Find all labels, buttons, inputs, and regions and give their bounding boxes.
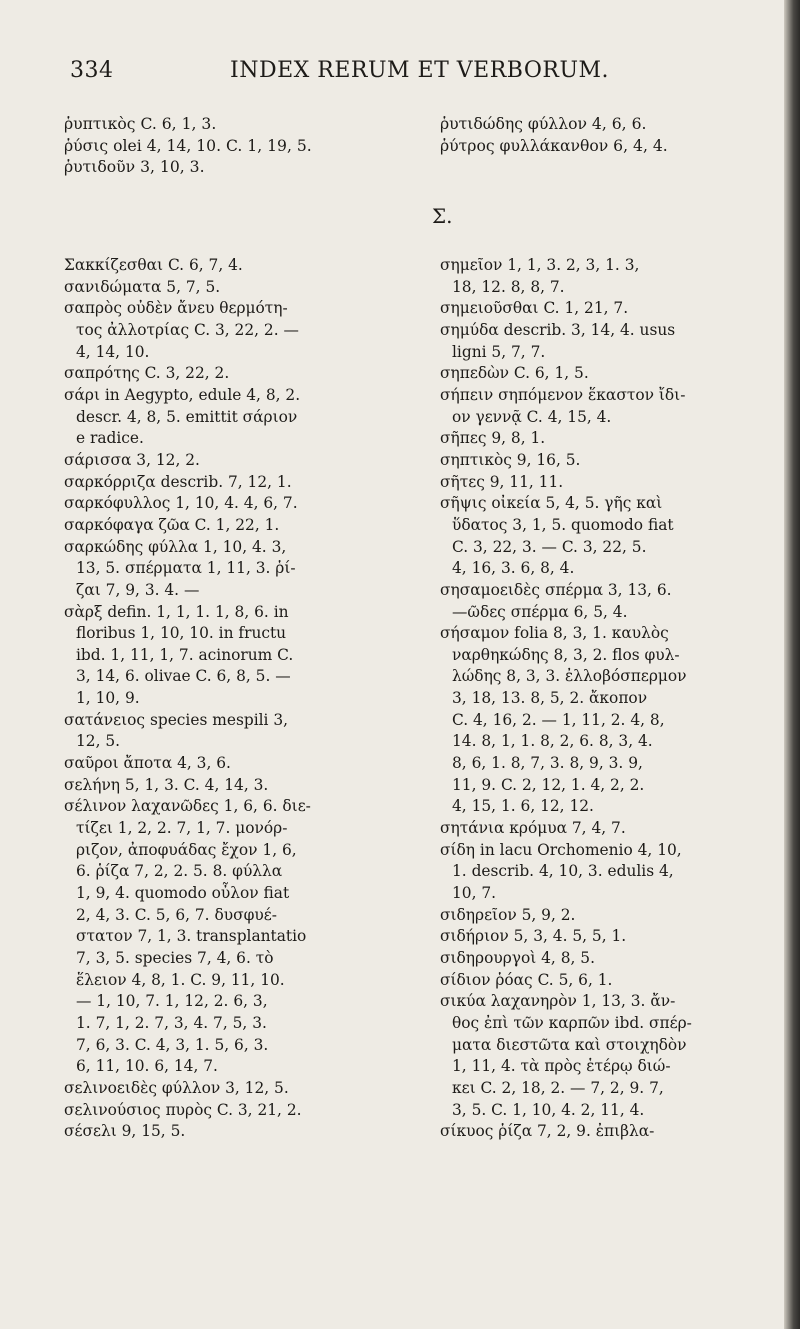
- index-entry-line: ῥυτιδώδης φύλλον 4, 6, 6.: [440, 115, 647, 133]
- index-entry-line: 4, 14, 10.: [76, 342, 150, 361]
- index-entry-line: σικύα λαχανηρὸν 1, 13, 3. ἄν-: [440, 992, 676, 1011]
- index-entry-line: —ῶδες σπέρμα 6, 5, 4.: [452, 602, 628, 621]
- index-entry-line: σαρκόφαγα ζῶα C. 1, 22, 1.: [64, 515, 280, 534]
- index-entry-line: λώδης 8, 3, 3. ἐλλοβόσπερμον: [452, 667, 687, 686]
- index-entry-line: σῆψις οἰκεία 5, 4, 5. γῆς καὶ: [440, 494, 663, 513]
- index-entry-line: σαπρὸς οὐδὲν ἄνευ θερμότη-: [64, 299, 288, 318]
- index-entry-line: 11, 9. C. 2, 12, 1. 4, 2, 2.: [452, 775, 645, 794]
- index-column-right: [440, 255, 780, 1143]
- index-entry-line: ματα διεστῶτα καὶ στοιχηδὸν: [452, 1035, 687, 1054]
- index-entry-line: σίδη in lacu Orchomenio 4, 10,: [440, 840, 682, 859]
- index-entry-line: C. 3, 22, 3. — C. 3, 22, 5.: [452, 537, 647, 556]
- index-entry-line: 3, 5. C. 1, 10, 4. 2, 11, 4.: [452, 1100, 645, 1119]
- index-entry-line: 18, 12. 8, 8, 7.: [452, 277, 565, 296]
- index-entry-line: ῥύτρος φυλλάκανθον 6, 4, 4.: [440, 136, 668, 155]
- index-entry-line: σητάνια κρόμυα 7, 4, 7.: [440, 819, 626, 838]
- section-letter: Σ.: [432, 204, 453, 228]
- index-entry-line: σελινοειδὲς φύλλον 3, 12, 5.: [64, 1078, 289, 1097]
- index-entry-line: σηπτικὸς 9, 16, 5.: [440, 450, 581, 469]
- index-entry-line: 1. 7, 1, 2. 7, 3, 4. 7, 5, 3.: [76, 1013, 267, 1032]
- index-entry-line: σίκυος ῥίζα 7, 2, 9. ἐπιβλα-: [440, 1122, 655, 1141]
- index-entry-line: τος ἀλλοτρίας C. 3, 22, 2. —: [76, 320, 299, 339]
- index-entry-line: θος ἐπὶ τῶν καρπῶν ibd. σπέρ-: [452, 1013, 692, 1032]
- index-entry-line: ὕδατος 3, 1, 5. quomodo fiat: [452, 515, 674, 534]
- index-entry-line: 3, 18, 13. 8, 5, 2. ἄκοπον: [452, 689, 648, 708]
- continued-entries-right: [440, 114, 770, 157]
- index-entry-line: κει C. 2, 18, 2. — 7, 2, 9. 7,: [452, 1078, 664, 1097]
- index-entry-line: descr. 4, 8, 5. emittit σάριον: [76, 407, 298, 426]
- running-title: INDEX RERUM ET VERBORUM.: [230, 58, 610, 83]
- index-entry-line: 6, 11, 10. 6, 14, 7.: [76, 1057, 218, 1076]
- index-entry-line: ῥύσις olei 4, 14, 10. C. 1, 19, 5.: [64, 136, 312, 155]
- index-column-left: [64, 255, 414, 1143]
- index-entry-line: στατον 7, 1, 3. transplantatio: [76, 927, 307, 946]
- index-entry-line: Σακκίζεσθαι C. 6, 7, 4.: [64, 256, 243, 274]
- index-entry-line: τίζει 1, 2, 2. 7, 1, 7. μονόρ-: [76, 819, 288, 838]
- page-number: 334: [70, 58, 114, 83]
- index-entry-line: 1, 10, 9.: [76, 689, 140, 708]
- index-entry-line: ριζον, ἀποφυάδας ἔχον 1, 6,: [76, 840, 297, 859]
- index-entry-line: ἕλειον 4, 8, 1. C. 9, 11, 10.: [76, 970, 285, 989]
- index-entry-line: σαρκόρριζα describ. 7, 12, 1.: [64, 472, 292, 491]
- index-entry-line: 6. ῥίζα 7, 2, 2. 5. 8. φύλλα: [76, 862, 283, 881]
- index-entry-line: 8, 6, 1. 8, 7, 3. 8, 9, 3. 9,: [452, 754, 643, 773]
- index-entry-line: ligni 5, 7, 7.: [452, 342, 546, 361]
- index-entry-line: 14. 8, 1, 1. 8, 2, 6. 8, 3, 4.: [452, 732, 653, 751]
- index-entry-line: σησαμοειδὲς σπέρμα 3, 13, 6.: [440, 580, 672, 599]
- index-entry-line: C. 4, 16, 2. — 1, 11, 2. 4, 8,: [452, 710, 665, 729]
- index-entry-line: σῆπες 9, 8, 1.: [440, 429, 546, 448]
- index-entry-line: σαρκόφυλλος 1, 10, 4. 4, 6, 7.: [64, 494, 298, 513]
- index-entry-line: σιδηρεῖον 5, 9, 2.: [440, 905, 576, 924]
- index-entry-line: e radice.: [76, 429, 144, 448]
- index-entry-line: σήσαμον folia 8, 3, 1. καυλὸς: [440, 624, 669, 643]
- index-entry-line: — 1, 10, 7. 1, 12, 2. 6, 3,: [76, 992, 268, 1011]
- index-entry-line: σέλινον λαχανῶδες 1, 6, 6. διε-: [64, 797, 311, 816]
- index-entry-line: σαπρότης C. 3, 22, 2.: [64, 364, 230, 383]
- index-entry-line: ῥυπτικὸς C. 6, 1, 3.: [64, 115, 217, 133]
- index-entry-line: σιδήριον 5, 3, 4. 5, 5, 1.: [440, 927, 627, 946]
- index-entry-line: σιδηρουργοὶ 4, 8, 5.: [440, 949, 595, 967]
- index-entry-line: 2, 4, 3. C. 5, 6, 7. δυσφυέ-: [76, 905, 277, 924]
- index-entry-line: 4, 16, 3. 6, 8, 4.: [452, 559, 575, 578]
- index-entry-line: 7, 6, 3. C. 4, 3, 1. 5, 6, 3.: [76, 1035, 269, 1054]
- index-entry-line: ναρθηκώδης 8, 3, 2. flos φυλ-: [452, 645, 680, 664]
- index-entry-line: ον γεννᾷ C. 4, 15, 4.: [452, 407, 612, 426]
- index-entry-line: σανιδώματα 5, 7, 5.: [64, 277, 221, 296]
- index-entry-line: ζαι 7, 9, 3. 4. —: [76, 580, 200, 599]
- index-entry-line: 3, 14, 6. olivae C. 6, 8, 5. —: [76, 667, 291, 686]
- index-entry-line: σάρι in Aegypto, edule 4, 8, 2.: [64, 385, 301, 404]
- index-entry-line: σῆτες 9, 11, 11.: [440, 472, 564, 491]
- index-entry-line: σαῦροι ἄποτα 4, 3, 6.: [64, 754, 231, 773]
- index-entry-line: 1. describ. 4, 10, 3. edulis 4,: [452, 862, 674, 881]
- index-entry-line: 12, 5.: [76, 732, 121, 751]
- index-entry-line: σελήνη 5, 1, 3. C. 4, 14, 3.: [64, 775, 269, 794]
- index-entry-line: 4, 15, 1. 6, 12, 12.: [452, 797, 594, 816]
- index-entry-line: σίδιον ῥόας C. 5, 6, 1.: [440, 970, 613, 989]
- index-entry-line: 1, 11, 4. τὰ πρὸς ἑτέρῳ διώ-: [452, 1057, 671, 1076]
- index-entry-line: σατάνειος species mespili 3,: [64, 710, 289, 729]
- index-entry-line: σημειοῦσθαι C. 1, 21, 7.: [440, 299, 629, 318]
- continued-entries-left: [64, 114, 424, 179]
- index-entry-line: σάρισσα 3, 12, 2.: [64, 450, 200, 469]
- index-entry-line: floribus 1, 10, 10. in fructu: [76, 624, 287, 643]
- index-entry-line: σηπεδὼν C. 6, 1, 5.: [440, 364, 589, 383]
- index-entry-line: σήπειν σηπόμενον ἕκαστον ἴδι-: [440, 385, 686, 404]
- index-entry-line: σημεῖον 1, 1, 3. 2, 3, 1. 3,: [440, 256, 640, 274]
- index-entry-line: σαρκώδης φύλλα 1, 10, 4. 3,: [64, 537, 287, 556]
- index-entry-line: 1, 9, 4. quomodo οὖλον fiat: [76, 884, 290, 903]
- index-entry-line: 13, 5. σπέρματα 1, 11, 3. ῥί-: [76, 559, 296, 578]
- index-entry-line: σέσελι 9, 15, 5.: [64, 1122, 186, 1141]
- index-entry-line: σελινούσιος πυρὸς C. 3, 21, 2.: [64, 1100, 302, 1119]
- page-edge-shadow: [784, 0, 800, 1329]
- index-entry-line: ῥυτιδοῦν 3, 10, 3.: [64, 158, 205, 177]
- index-entry-line: 10, 7.: [452, 884, 497, 903]
- index-entry-line: σὰρξ defin. 1, 1, 1. 1, 8, 6. in: [64, 602, 289, 621]
- index-entry-line: σημύδα describ. 3, 14, 4. usus: [440, 320, 676, 339]
- index-entry-line: ibd. 1, 11, 1, 7. acinorum C.: [76, 645, 294, 664]
- index-entry-line: 7, 3, 5. species 7, 4, 6. τὸ: [76, 949, 274, 967]
